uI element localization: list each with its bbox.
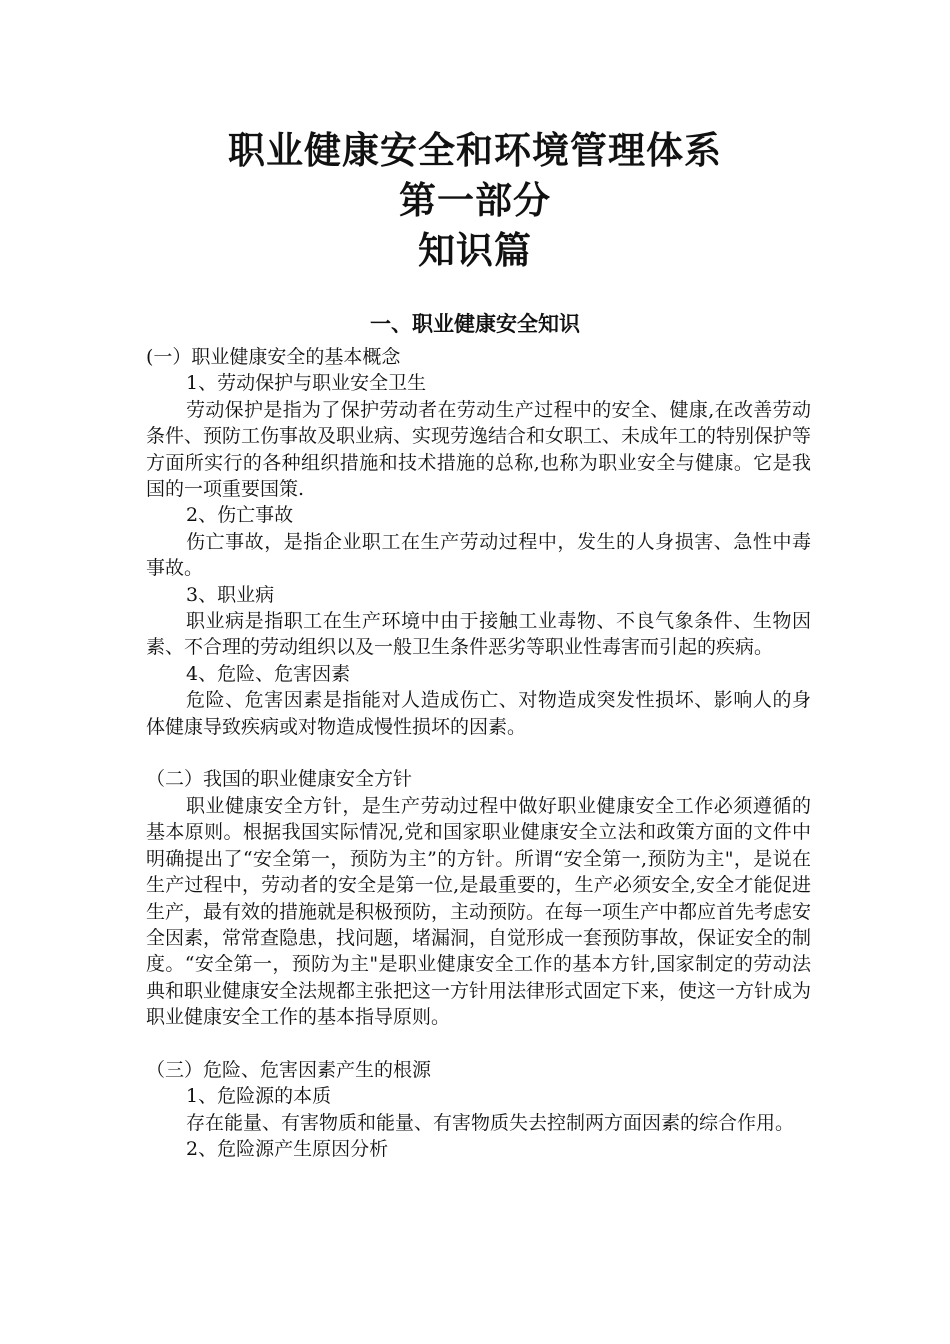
subsection-heading-3: （三）危险、危害因素产生的根源 bbox=[146, 1058, 432, 1081]
subsection-heading-1: (一）职业健康安全的基本概念 bbox=[146, 346, 401, 368]
spacer bbox=[146, 740, 811, 766]
paragraph: 劳动保护是指为了保护劳动者在劳动生产过程中的安全、健康,在改善劳动条件、预防工伤事故及职业病、实现劳逸结合和女职工、未成年工的特别保护等方面所实行的各种组织措施和技术措施的总称,也称为职业安全与健康。它是我国的一项重要国策. bbox=[146, 398, 812, 501]
paragraph: 伤亡事故，是指企业职工在生产劳动过程中，发生的人身损害、急性中毒事故。 bbox=[146, 530, 811, 580]
document-title: 职业健康安全和环境管理体系 bbox=[228, 128, 722, 172]
item-heading: 3、职业病 bbox=[186, 583, 275, 606]
part-subtitle: 知识篇 bbox=[418, 228, 532, 272]
paragraph: 存在能量、有害物质和能量、有害物质失去控制两方面因素的综合作用。 bbox=[186, 1111, 795, 1134]
paragraph: 职业病是指职工在生产环境中由于接触工业毒物、不良气象条件、生物因素、不合理的劳动组织以及一般卫生条件恶劣等职业性毒害而引起的疾病。 bbox=[146, 610, 811, 659]
section-heading: 一、职业健康安全知识 bbox=[370, 311, 580, 336]
paragraph: 职业健康安全方针，是生产劳动过程中做好职业健康安全工作必须遵循的基本原则。根据我国实际情况,党和国家职业健康安全立法和政策方面的文件中明确提出了“安全第一，预防为主”的方针。所谓“安全第一,预防为主"，是说在生产过程中，劳动者的安全是第一位,是最重要的，生产必须安全,安全才能促进生产，最有效的措施就是积极预防，主动预防。在每一项生产中都应首先考虑安全因素，常常查隐患，找问题，堵漏洞，自觉形成一套预防事故，保证安全的制度。“安全第一，预防为主"是职业健康安全工作的基本方针,国家制定的劳动法典和职业健康安全法规都主张把这一方针用法律形式固定下来，使这一方针成为职业健康安全工作的基本指导原则。 bbox=[146, 794, 812, 1029]
spacer bbox=[146, 1031, 811, 1057]
part-title: 第一部分 bbox=[399, 178, 551, 222]
item-heading: 2、伤亡事故 bbox=[186, 504, 294, 527]
subsection-heading-2: （二）我国的职业健康安全方针 bbox=[146, 768, 413, 791]
item-heading: 1、劳动保护与职业安全卫生 bbox=[186, 372, 427, 395]
paragraph: 危险、危害因素是指能对人造成伤亡、对物造成突发性损坏、影响人的身体健康导致疾病或对物造成慢性损坏的因素。 bbox=[146, 689, 811, 738]
item-heading: 4、危险、危害因素 bbox=[186, 662, 351, 685]
item-heading: 1、危险源的本质 bbox=[186, 1085, 332, 1108]
document-body bbox=[146, 344, 811, 1163]
item-heading: 2、危险源产生原因分析 bbox=[186, 1138, 389, 1161]
